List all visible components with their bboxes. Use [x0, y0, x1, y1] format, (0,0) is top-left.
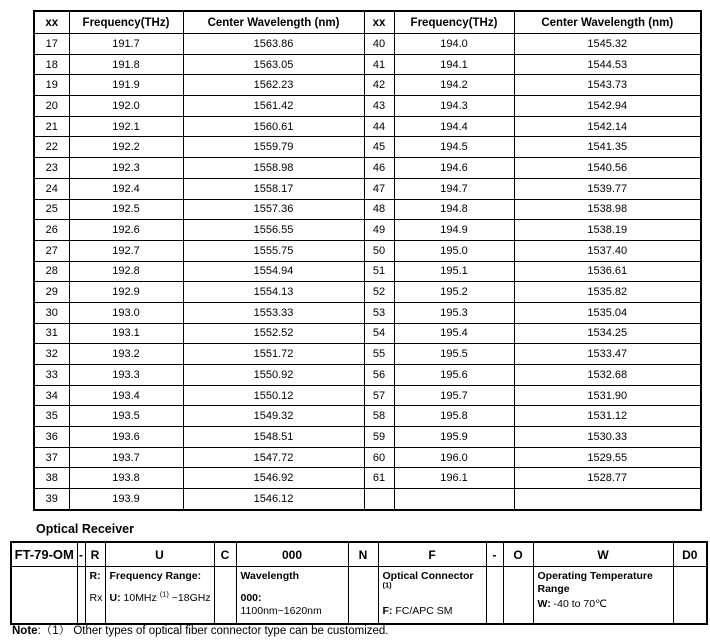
channel-cell: 29 — [34, 282, 69, 303]
pn-desc-n-empty — [348, 567, 378, 625]
channel-row — [34, 178, 701, 199]
pn-desc-u-title: Frequency Range: — [109, 570, 202, 582]
channel-cell: 33 — [34, 365, 69, 386]
channel-cell: 37 — [34, 447, 69, 468]
channel-cell: 1538.19 — [514, 220, 701, 241]
pn-code-d0: D0 — [673, 542, 707, 567]
channel-cell: 39 — [34, 489, 69, 510]
pn-code-dash-1: - — [77, 542, 85, 567]
pn-desc-r-code: R: — [89, 570, 101, 582]
channel-cell: 1542.94 — [514, 96, 701, 117]
channel-row — [34, 468, 701, 489]
channel-cell: 1554.94 — [183, 261, 364, 282]
channel-cell: 49 — [364, 220, 394, 241]
pn-desc-r-value: Rx — [89, 592, 103, 604]
col-header-frequency-right: Frequency(THz) — [394, 11, 514, 34]
channel-cell: 43 — [364, 96, 394, 117]
channel-cell: 1557.36 — [183, 199, 364, 220]
channel-cell: 1533.47 — [514, 344, 701, 365]
channel-cell: 1550.12 — [183, 385, 364, 406]
channel-cell: 17 — [34, 34, 69, 55]
pn-code-prefix: FT-79-OM — [11, 542, 77, 567]
channel-cell — [514, 489, 701, 510]
channel-cell: 192.4 — [69, 178, 183, 199]
channel-cell: 195.4 — [394, 323, 514, 344]
channel-cell: 56 — [364, 365, 394, 386]
channel-cell: 192.5 — [69, 199, 183, 220]
channel-cell: 194.2 — [394, 75, 514, 96]
channel-cell: 193.3 — [69, 365, 183, 386]
channel-cell: 27 — [34, 240, 69, 261]
channel-cell: 1562.23 — [183, 75, 364, 96]
channel-cell: 191.9 — [69, 75, 183, 96]
channel-cell: 193.5 — [69, 406, 183, 427]
pn-code-c: C — [214, 542, 236, 567]
channel-cell: 52 — [364, 282, 394, 303]
channel-cell: 58 — [364, 406, 394, 427]
channel-row — [34, 323, 701, 344]
pn-desc-prefix-empty — [11, 567, 77, 625]
channel-cell: 1553.33 — [183, 302, 364, 323]
col-header-xx-right: xx — [364, 11, 394, 34]
channel-cell: 1558.98 — [183, 158, 364, 179]
channel-cell: 194.9 — [394, 220, 514, 241]
channel-cell: 1542.14 — [514, 116, 701, 137]
pn-desc-wavelength — [236, 567, 348, 625]
pn-desc-dash2-empty — [486, 567, 503, 625]
channel-row — [34, 54, 701, 75]
channel-cell: 196.0 — [394, 447, 514, 468]
channel-cell: 25 — [34, 199, 69, 220]
channel-row — [34, 199, 701, 220]
channel-cell: 23 — [34, 158, 69, 179]
channel-cell: 60 — [364, 447, 394, 468]
channel-row — [34, 75, 701, 96]
channel-header-row — [34, 11, 701, 34]
channel-cell: 30 — [34, 302, 69, 323]
channel-cell: 24 — [34, 178, 69, 199]
channel-cell: 194.7 — [394, 178, 514, 199]
channel-cell: 192.3 — [69, 158, 183, 179]
channel-cell: 1534.25 — [514, 323, 701, 344]
channel-cell: 1535.04 — [514, 302, 701, 323]
channel-table-body — [34, 34, 701, 510]
channel-cell — [364, 489, 394, 510]
pn-desc-d0-empty — [673, 567, 707, 625]
channel-cell: 194.4 — [394, 116, 514, 137]
pn-code-dash-2: - — [486, 542, 503, 567]
channel-cell: 35 — [34, 406, 69, 427]
channel-cell: 32 — [34, 344, 69, 365]
channel-cell: 55 — [364, 344, 394, 365]
pn-desc-u-value: U: 10MHz $^{(1)}$ ~18GHz — [109, 589, 211, 604]
channel-cell: 31 — [34, 323, 69, 344]
pn-desc-wavelength-title: Wavelength — [240, 570, 300, 582]
channel-cell: 195.2 — [394, 282, 514, 303]
channel-cell: 47 — [364, 178, 394, 199]
channel-cell: 192.8 — [69, 261, 183, 282]
channel-cell: 1556.55 — [183, 220, 364, 241]
channel-cell: 1563.86 — [183, 34, 364, 55]
pn-desc-wavelength-value: 000: 1100nm~1620nm — [240, 592, 322, 617]
channel-cell: 21 — [34, 116, 69, 137]
channel-cell: 1543.73 — [514, 75, 701, 96]
pn-code-o: O — [503, 542, 533, 567]
channel-cell: 194.5 — [394, 137, 514, 158]
channel-cell: 193.6 — [69, 427, 183, 448]
channel-cell: 1546.12 — [183, 489, 364, 510]
channel-cell: 40 — [364, 34, 394, 55]
col-header-frequency-left: Frequency(THz) — [69, 11, 183, 34]
channel-cell: 19 — [34, 75, 69, 96]
channel-row — [34, 96, 701, 117]
channel-cell: 195.1 — [394, 261, 514, 282]
itu-channel-table — [33, 10, 702, 511]
channel-cell: 1528.77 — [514, 468, 701, 489]
channel-cell: 1532.68 — [514, 365, 701, 386]
channel-cell: 46 — [364, 158, 394, 179]
channel-cell: 193.9 — [69, 489, 183, 510]
channel-row — [34, 302, 701, 323]
channel-cell: 192.9 — [69, 282, 183, 303]
channel-cell: 192.7 — [69, 240, 183, 261]
channel-row — [34, 34, 701, 55]
channel-cell: 1552.52 — [183, 323, 364, 344]
channel-cell: 1548.51 — [183, 427, 364, 448]
channel-cell: 1545.32 — [514, 34, 701, 55]
channel-cell: 1539.77 — [514, 178, 701, 199]
channel-row — [34, 116, 701, 137]
channel-cell: 192.6 — [69, 220, 183, 241]
pn-desc-operating-temperature — [533, 567, 673, 625]
channel-cell: 22 — [34, 137, 69, 158]
pn-desc-connector-title: Optical Connector $^{(1)}$ — [382, 570, 474, 590]
part-number-code-row — [11, 542, 707, 567]
channel-cell: 193.8 — [69, 468, 183, 489]
channel-cell: 1531.90 — [514, 385, 701, 406]
pn-code-w: W — [533, 542, 673, 567]
pn-code-u: U — [105, 542, 214, 567]
channel-cell: 1529.55 — [514, 447, 701, 468]
note-label: Note — [12, 625, 38, 637]
col-header-xx-left: xx — [34, 11, 69, 34]
channel-cell: 1544.53 — [514, 54, 701, 75]
channel-cell: 1551.72 — [183, 344, 364, 365]
pn-desc-r — [85, 567, 105, 625]
pn-code-r: R — [85, 542, 105, 567]
channel-row — [34, 385, 701, 406]
channel-row — [34, 447, 701, 468]
channel-cell: 20 — [34, 96, 69, 117]
pn-desc-temperature-title: Operating Temperature Range — [537, 570, 653, 595]
channel-cell: 59 — [364, 427, 394, 448]
channel-row — [34, 261, 701, 282]
channel-cell: 194.0 — [394, 34, 514, 55]
channel-cell: 28 — [34, 261, 69, 282]
channel-row — [34, 489, 701, 510]
channel-cell: 50 — [364, 240, 394, 261]
part-number-table — [10, 541, 708, 625]
channel-cell: 196.1 — [394, 468, 514, 489]
channel-cell: 1536.61 — [514, 261, 701, 282]
channel-cell: 1563.05 — [183, 54, 364, 75]
channel-cell: 193.2 — [69, 344, 183, 365]
channel-cell: 26 — [34, 220, 69, 241]
channel-cell: 191.7 — [69, 34, 183, 55]
channel-cell: 195.3 — [394, 302, 514, 323]
channel-cell: 44 — [364, 116, 394, 137]
channel-cell: 42 — [364, 75, 394, 96]
channel-cell: 195.7 — [394, 385, 514, 406]
channel-cell: 1537.40 — [514, 240, 701, 261]
channel-row — [34, 158, 701, 179]
pn-desc-c-empty — [214, 567, 236, 625]
channel-row — [34, 220, 701, 241]
channel-cell: 51 — [364, 261, 394, 282]
channel-cell: 34 — [34, 385, 69, 406]
channel-row — [34, 344, 701, 365]
pn-desc-connector-value: F: FC/APC SM — [382, 605, 453, 617]
channel-cell: 1555.75 — [183, 240, 364, 261]
channel-cell: 193.0 — [69, 302, 183, 323]
channel-row — [34, 137, 701, 158]
channel-cell: 1531.12 — [514, 406, 701, 427]
channel-cell: 195.5 — [394, 344, 514, 365]
channel-cell: 195.8 — [394, 406, 514, 427]
pn-desc-frequency-range — [105, 567, 214, 625]
channel-cell: 193.7 — [69, 447, 183, 468]
channel-row — [34, 240, 701, 261]
channel-cell: 1554.13 — [183, 282, 364, 303]
channel-cell: 192.2 — [69, 137, 183, 158]
channel-row — [34, 365, 701, 386]
channel-cell: 1559.79 — [183, 137, 364, 158]
channel-cell: 193.1 — [69, 323, 183, 344]
channel-cell: 53 — [364, 302, 394, 323]
channel-cell: 61 — [364, 468, 394, 489]
channel-cell: 1549.32 — [183, 406, 364, 427]
channel-cell: 194.6 — [394, 158, 514, 179]
pn-code-f: F — [378, 542, 486, 567]
col-header-wavelength-right: Center Wavelength (nm) — [514, 11, 701, 34]
note-line — [12, 622, 389, 638]
optical-receiver-heading: Optical Receiver — [36, 522, 134, 536]
pn-code-000: 000 — [236, 542, 348, 567]
note-text: :（1） Other types of optical fiber connector type can be customized. — [37, 625, 389, 637]
pn-desc-o-empty — [503, 567, 533, 625]
channel-cell: 192.1 — [69, 116, 183, 137]
channel-cell: 18 — [34, 54, 69, 75]
pn-desc-dash1-empty — [77, 567, 85, 625]
pn-desc-temperature-value: W: -40 to 70℃ — [537, 598, 607, 610]
channel-row — [34, 406, 701, 427]
channel-cell: 194.3 — [394, 96, 514, 117]
channel-cell: 194.8 — [394, 199, 514, 220]
channel-cell: 193.4 — [69, 385, 183, 406]
channel-cell: 48 — [364, 199, 394, 220]
channel-cell: 1538.98 — [514, 199, 701, 220]
channel-cell: 195.0 — [394, 240, 514, 261]
channel-cell: 191.8 — [69, 54, 183, 75]
channel-cell: 45 — [364, 137, 394, 158]
channel-cell: 1561.42 — [183, 96, 364, 117]
channel-cell: 1560.61 — [183, 116, 364, 137]
channel-cell: 1535.82 — [514, 282, 701, 303]
channel-cell: 192.0 — [69, 96, 183, 117]
channel-cell: 1550.92 — [183, 365, 364, 386]
channel-cell: 1540.56 — [514, 158, 701, 179]
col-header-wavelength-left: Center Wavelength (nm) — [183, 11, 364, 34]
channel-cell: 194.1 — [394, 54, 514, 75]
channel-cell: 41 — [364, 54, 394, 75]
channel-cell: 38 — [34, 468, 69, 489]
pn-code-n: N — [348, 542, 378, 567]
channel-cell: 36 — [34, 427, 69, 448]
channel-cell: 57 — [364, 385, 394, 406]
channel-cell: 195.6 — [394, 365, 514, 386]
channel-row — [34, 427, 701, 448]
channel-cell: 1547.72 — [183, 447, 364, 468]
channel-row — [34, 282, 701, 303]
pn-desc-optical-connector — [378, 567, 486, 625]
channel-cell: 1546.92 — [183, 468, 364, 489]
channel-cell — [394, 489, 514, 510]
channel-cell: 1558.17 — [183, 178, 364, 199]
channel-cell: 195.9 — [394, 427, 514, 448]
channel-cell: 1541.35 — [514, 137, 701, 158]
channel-cell: 1530.33 — [514, 427, 701, 448]
part-number-description-row — [11, 567, 707, 625]
channel-cell: 54 — [364, 323, 394, 344]
